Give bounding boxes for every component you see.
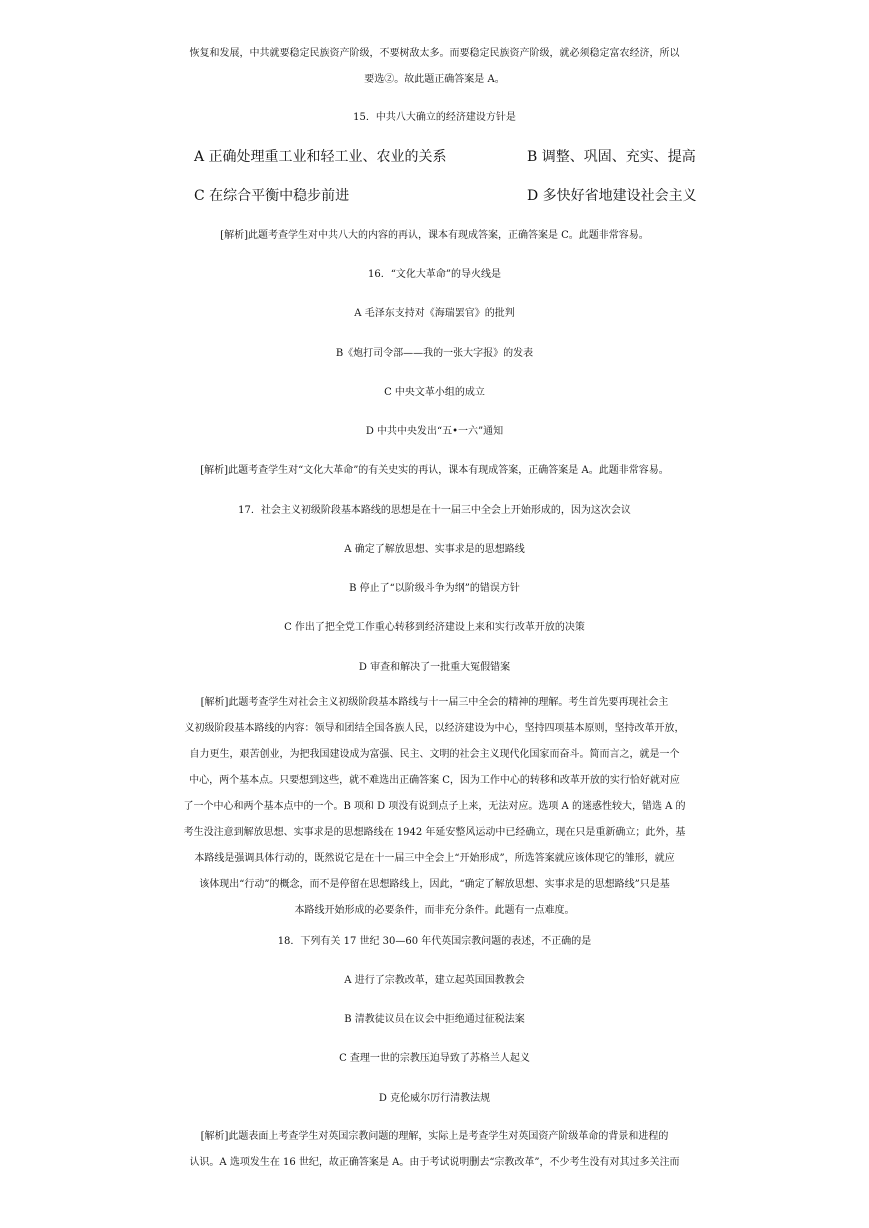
- q17-option-c: C 作出了把全党工作重心转移到经济建设上来和实行改革开放的决策: [284, 622, 585, 633]
- q18-analysis-line-2: 认识。A 选项发生在 16 世纪，故正确答案是 A。由于考试说明删去“宗教改革”，不少考生没有对其过多关注而: [189, 1157, 680, 1168]
- q18-option-a: A 进行了宗教改革，建立起英国国教教会: [344, 975, 525, 986]
- q17-option-b: B 停止了“以阶级斗争为纲”的错误方针: [349, 583, 520, 594]
- q15-option-b: B 调整、巩固、充实、提高: [527, 149, 696, 165]
- continuation-line-2: 要选②。故此题正确答案是 A。: [364, 74, 505, 85]
- q18-option-b: B 清教徒议员在议会中拒绝通过征税法案: [344, 1014, 525, 1025]
- q18-analysis-line-1: [解析]此题表面上考查学生对英国宗教问题的理解，实际上是考查学生对英国资产阶级革命的背景和进程的: [200, 1131, 669, 1142]
- q15-option-a: A 正确处理重工业和轻工业、农业的关系: [194, 149, 447, 165]
- q15-option-d: D 多快好省地建设社会主义: [527, 188, 697, 204]
- q15-options-row-1: [0, 147, 869, 167]
- q18-option-c: C 查理一世的宗教压迫导致了苏格兰人起义: [339, 1053, 530, 1064]
- q15-option-c: C 在综合平衡中稳步前进: [194, 188, 350, 204]
- q16-analysis: [解析]此题考查学生对“文化大革命”的有关史实的再认，课本有现成答案，正确答案是 A。此题非常容易。: [200, 465, 669, 476]
- q17-analysis-line-3: 自力更生，艰苦创业，为把我国建设成为富强、民主、文明的社会主义现代化国家而奋斗。简而言之，就是一个: [189, 749, 680, 760]
- q15-options-row-2: [0, 186, 869, 206]
- q15-stem: 15．中共八大确立的经济建设方针是: [353, 112, 516, 123]
- q17-option-a: A 确定了解放思想、实事求是的思想路线: [344, 544, 525, 555]
- q17-analysis-line-6: 考生没注意到解放思想、实事求是的思想路线在 1942 年延安整风运动中已经确立，现在只是重新确立；此外，基: [183, 827, 686, 838]
- q15-analysis: [解析]此题考查学生对中共八大的内容的再认，课本有现成答案，正确答案是 C。此题非常容易。: [220, 230, 649, 241]
- q17-analysis-line-2: 义初级阶段基本路线的内容：领导和团结全国各族人民，以经济建设为中心，坚持四项基本原则，坚持改革开放，: [184, 723, 685, 734]
- q17-analysis-line-7: 本路线是强调具体行动的，既然说它是在十一届三中全会上“开始形成”，所选答案就应该体现它的雏形，就应: [194, 853, 675, 864]
- q17-option-d: D 审查和解决了一批重大冤假错案: [358, 662, 511, 673]
- q16-option-a: A 毛泽东支持对《海瑞罢官》的批判: [354, 308, 515, 319]
- q17-stem: 17．社会主义初级阶段基本路线的思想是在十一届三中全会上开始形成的，因为这次会议: [238, 505, 631, 516]
- q17-analysis-line-8: 该体现出“行动”的概念，而不是停留在思想路线上，因此，“确定了解放思想、实事求是的思想路线”只是基: [199, 879, 670, 890]
- q18-option-d: D 克伦威尔厉行清教法规: [378, 1093, 491, 1104]
- continuation-line-1: 恢复和发展，中共就要稳定民族资产阶级，不要树敌太多。而要稳定民族资产阶级，就必须稳定富农经济，所以: [189, 48, 680, 59]
- q17-analysis-line-9: 本路线开始形成的必要条件，而非充分条件。此题有一点难度。: [294, 905, 575, 916]
- q17-analysis-line-4: 中心，两个基本点。只要想到这些，就不难选出正确答案 C，因为工作中心的转移和改革开放的实行恰好就对应: [189, 775, 680, 786]
- q18-stem: 18．下列有关 17 世纪 30—60 年代英国宗教问题的表述，不正确的是: [277, 936, 592, 947]
- q16-option-b: B《炮打司令部——我的一张大字报》的发表: [335, 348, 534, 359]
- q16-option-c: C 中央文革小组的成立: [384, 387, 485, 398]
- q16-stem: 16．“文化大革命”的导火线是: [368, 269, 501, 280]
- q17-analysis-line-1: [解析]此题考查学生对社会主义初级阶段基本路线与十一届三中全会的精神的理解。考生首先要再现社会主: [200, 697, 669, 708]
- q16-option-d: D 中共中央发出“五•一六”通知: [365, 426, 504, 437]
- q17-analysis-line-5: 了一个中心和两个基本点中的一个。B 项和 D 项没有说到点子上来，无法对应。选项 A 的迷惑性较大，错选 A 的: [183, 801, 686, 812]
